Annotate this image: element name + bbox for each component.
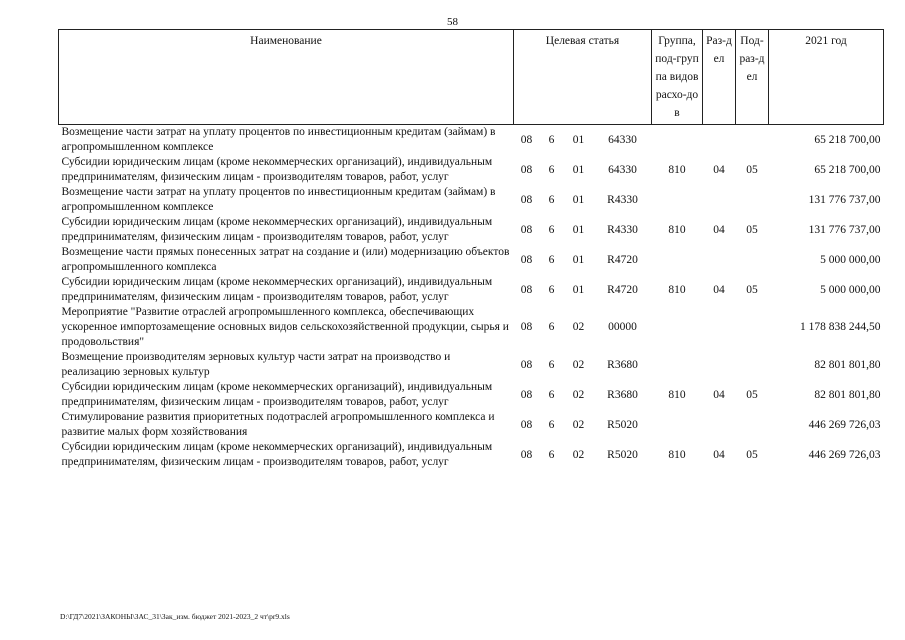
expense-group [652, 305, 703, 350]
table-row [59, 125, 884, 156]
subsection-code [736, 350, 769, 380]
target-part-2: 6 [548, 321, 555, 333]
table-row [59, 410, 884, 440]
target-part-1: 08 [520, 358, 533, 371]
header-section-text: Раз-дел [706, 35, 732, 65]
target-part-3: 01 [572, 133, 585, 146]
amount-2021: 5 000 000,00 [820, 283, 881, 296]
subsection-code: 05 [746, 388, 758, 401]
section-code: 04 [713, 163, 725, 176]
target-part-4: R4330 [607, 223, 638, 236]
header-subsection [736, 30, 769, 125]
subsection-code: 05 [746, 223, 758, 236]
expense-group [652, 245, 703, 275]
target-part-3: 02 [572, 321, 585, 333]
file-path-footer: D:\ГД7\2021\ЗАКОНЫ\ЗАС_31\Зак_изм. бюджет 2021-2023_2 чт\pr9.xls [60, 612, 290, 621]
target-part-3: 02 [572, 448, 585, 461]
subsection-code [736, 305, 769, 350]
target-part-4: 64330 [608, 163, 637, 176]
subsection-code [736, 410, 769, 440]
target-part-1: 08 [520, 418, 533, 431]
target-part-4: 64330 [608, 133, 637, 146]
target-part-4: R5020 [607, 418, 638, 431]
target-part-1: 08 [520, 163, 533, 176]
row-name: Субсидии юридическим лицам (кроме некоммерческих организаций), индивидуальным предпринимателям, физическим лицам - производителям товаров, работ, услуг [61, 441, 493, 468]
header-row [59, 30, 884, 125]
expense-group: 810 [668, 163, 686, 176]
target-part-1: 08 [520, 133, 533, 146]
target-part-1: 08 [520, 253, 533, 266]
header-year: 2021 год [769, 30, 884, 125]
section-code: 04 [713, 223, 725, 236]
amount-2021: 82 801 801,80 [814, 358, 881, 371]
header-target: Целевая статья [514, 30, 652, 125]
target-part-4: R4720 [607, 283, 638, 296]
row-name: Субсидии юридическим лицам (кроме некоммерческих организаций), индивидуальным предпринимателям, физическим лицам - производителям товаров, работ, услуг [61, 216, 493, 243]
row-name: Возмещение части затрат на уплату процентов по инвестиционным кредитам (займам) в агропромышленном комплексе [61, 186, 496, 213]
target-part-2: 6 [548, 448, 555, 461]
target-part-2: 6 [548, 418, 555, 431]
header-subsection-text: Под-раз-дел [739, 35, 765, 83]
target-part-3: 02 [572, 388, 585, 401]
target-part-3: 01 [572, 193, 585, 206]
amount-2021: 1 178 838 244,50 [800, 321, 881, 333]
expense-group [652, 185, 703, 215]
target-part-2: 6 [548, 283, 555, 296]
target-part-3: 01 [572, 253, 585, 266]
row-name: Субсидии юридическим лицам (кроме некоммерческих организаций), индивидуальным предпринимателям, физическим лицам - производителям товаров, работ, услуг [61, 156, 493, 183]
target-part-3: 01 [572, 163, 585, 176]
target-part-2: 6 [548, 193, 555, 206]
target-part-4: R5020 [607, 448, 638, 461]
table-row [59, 350, 884, 380]
header-group [652, 30, 703, 125]
row-name: Возмещение части затрат на уплату процентов по инвестиционным кредитам (займам) в агропромышленном комплексе [61, 126, 496, 153]
subsection-code [736, 185, 769, 215]
section-code [703, 185, 736, 215]
table-row [59, 245, 884, 275]
target-part-3: 02 [572, 358, 585, 371]
section-code [703, 305, 736, 350]
expense-group [652, 410, 703, 440]
row-name: Возмещение производителям зерновых культур части затрат на производство и реализацию зерновых культур [61, 351, 451, 378]
amount-2021: 82 801 801,80 [814, 388, 881, 401]
row-name: Субсидии юридическим лицам (кроме некоммерческих организаций), индивидуальным предпринимателям, физическим лицам - производителям товаров, работ, услуг [61, 276, 493, 303]
page-number: 58 [447, 16, 458, 28]
subsection-code [736, 125, 769, 156]
expense-group: 810 [668, 448, 686, 461]
amount-2021: 446 269 726,03 [808, 418, 881, 431]
amount-2021: 446 269 726,03 [808, 448, 881, 461]
target-part-3: 01 [572, 223, 585, 236]
table-row [59, 440, 884, 470]
expense-group: 810 [668, 283, 686, 296]
target-part-1: 08 [520, 283, 533, 296]
target-part-4: R3680 [607, 388, 638, 401]
target-part-2: 6 [548, 133, 555, 146]
target-part-3: 01 [572, 283, 585, 296]
target-part-4: R4720 [607, 253, 638, 266]
target-part-1: 08 [520, 321, 533, 333]
amount-2021: 131 776 737,00 [808, 223, 881, 236]
section-code [703, 245, 736, 275]
target-part-4: R3680 [607, 358, 638, 371]
expense-group: 810 [668, 223, 686, 236]
header-name: Наименование [59, 30, 514, 125]
subsection-code [736, 245, 769, 275]
target-part-1: 08 [520, 223, 533, 236]
expense-group [652, 125, 703, 156]
row-name: Возмещение части прямых понесенных затрат на создание и (или) модернизацию объектов агропромышленного комплекса [61, 246, 510, 273]
target-part-2: 6 [548, 358, 555, 371]
target-part-4: 00000 [608, 321, 637, 333]
row-name: Субсидии юридическим лицам (кроме некоммерческих организаций), индивидуальным предпринимателям, физическим лицам - производителям товаров, работ, услуг [61, 381, 493, 408]
section-code [703, 125, 736, 156]
target-part-1: 08 [520, 448, 533, 461]
target-part-2: 6 [548, 253, 555, 266]
target-part-1: 08 [520, 193, 533, 206]
header-section [703, 30, 736, 125]
table-row [59, 380, 884, 410]
table-row [59, 305, 884, 350]
amount-2021: 5 000 000,00 [820, 253, 881, 266]
header-group-text: Группа, под-группа видов расхо-дов [655, 35, 699, 119]
row-name: Стимулирование развития приоритетных подотраслей агропромышленного комплекса и развитие малых форм хозяйствования [61, 411, 495, 438]
table-row [59, 155, 884, 185]
amount-2021: 65 218 700,00 [814, 163, 881, 176]
amount-2021: 131 776 737,00 [808, 193, 881, 206]
section-code: 04 [713, 448, 725, 461]
subsection-code: 05 [746, 448, 758, 461]
subsection-code: 05 [746, 283, 758, 296]
table-row [59, 215, 884, 245]
section-code [703, 410, 736, 440]
target-part-2: 6 [548, 388, 555, 401]
expense-group [652, 350, 703, 380]
target-part-2: 6 [548, 223, 555, 236]
target-part-3: 02 [572, 418, 585, 431]
target-part-2: 6 [548, 163, 555, 176]
amount-2021: 65 218 700,00 [814, 133, 881, 146]
section-code: 04 [713, 388, 725, 401]
expense-group: 810 [668, 388, 686, 401]
table-row [59, 275, 884, 305]
budget-table [58, 29, 884, 470]
target-part-1: 08 [520, 388, 533, 401]
section-code [703, 350, 736, 380]
target-part-4: R4330 [607, 193, 638, 206]
section-code: 04 [713, 283, 725, 296]
row-name: Мероприятие "Развитие отраслей агропромышленного комплекса, обеспечивающих ускоренное импортозамещение основных видов сельскохозяйственной продукции, сырья и продовольствия" [61, 306, 509, 348]
table-row [59, 185, 884, 215]
subsection-code: 05 [746, 163, 758, 176]
